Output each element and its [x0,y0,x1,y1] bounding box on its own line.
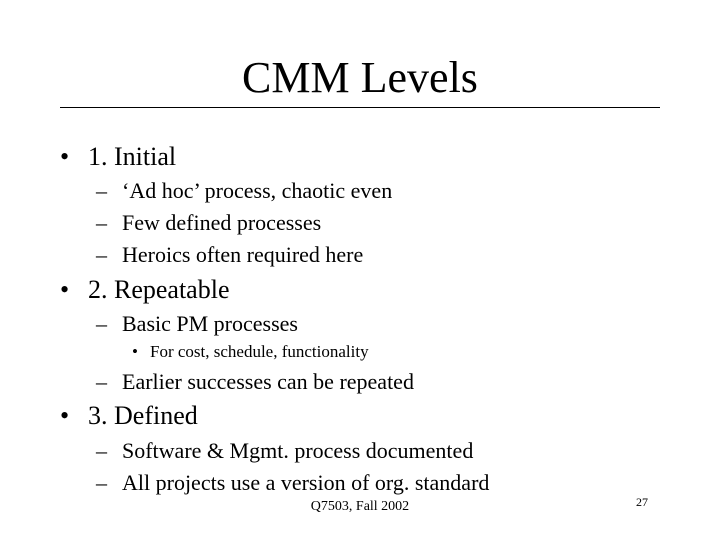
dash-mark: – [96,311,107,336]
dash-mark: – [96,242,107,267]
level-1-item-2-text: Few defined processes [122,210,322,235]
dash-mark: – [96,438,107,463]
level-2-label: 2. Repeatable [88,275,230,304]
title-divider [60,107,660,108]
level-1-item-3-text: Heroics often required here [122,242,364,267]
slide-title: CMM Levels [242,53,478,102]
bullet-mark: • [132,342,138,361]
level-2-item-1-sub-1-text: For cost, schedule, functionality [150,342,369,361]
footer-course: Q7503, Fall 2002 [310,499,410,514]
level-3-label: 3. Defined [88,401,198,430]
bullet-mark: • [60,401,70,430]
level-1-item-1-text: ‘Ad hoc’ process, chaotic even [122,178,393,203]
page-number: 27 [636,495,648,509]
dash-mark: – [96,210,107,235]
dash-mark: – [96,369,107,394]
bullet-mark: • [60,275,70,304]
dash-mark: – [96,178,107,203]
level-2-item-1-text: Basic PM processes [122,311,298,336]
level-3-item-2-text: All projects use a version of org. standard [122,470,490,495]
dash-mark: – [96,470,107,495]
level-2-item-2-text: Earlier successes can be repeated [122,369,414,394]
level-3-item-1-text: Software & Mgmt. process documented [122,438,474,463]
level-1-label: 1. Initial [88,142,177,171]
bullet-mark: • [60,142,70,171]
